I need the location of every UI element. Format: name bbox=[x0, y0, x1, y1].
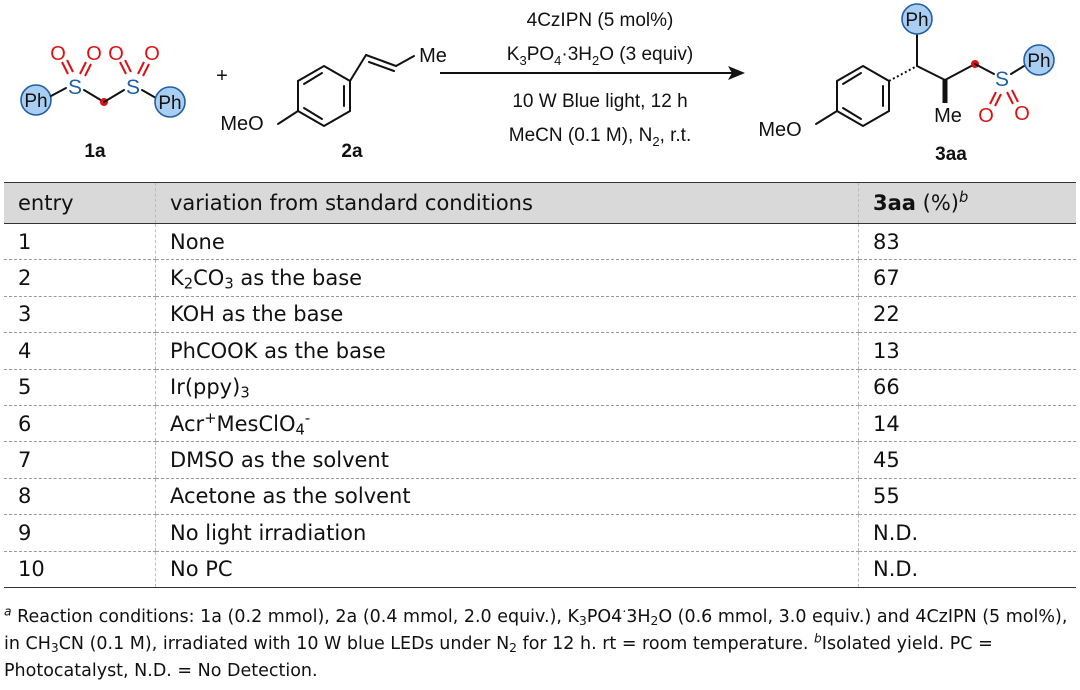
header-yield: 3aa (%)$^b$ bbox=[859, 183, 1077, 224]
reactant-1a-structure bbox=[21, 43, 185, 117]
cell-yield: 66 bbox=[859, 369, 1077, 405]
cell-entry: 5 bbox=[4, 369, 156, 405]
atom-o: O bbox=[144, 43, 160, 65]
atom-s: S bbox=[67, 76, 83, 99]
optimization-table bbox=[4, 182, 1076, 588]
cell-variation: PhCOOK as the base bbox=[156, 333, 859, 369]
cell-yield: 45 bbox=[859, 442, 1077, 478]
header-entry: entry bbox=[4, 183, 156, 224]
cell-entry: 6 bbox=[4, 405, 156, 441]
cell-yield: 55 bbox=[859, 478, 1077, 514]
table-row bbox=[4, 260, 1076, 296]
atom-o: O bbox=[50, 43, 66, 65]
cell-variation: No PC bbox=[156, 551, 859, 587]
table-row bbox=[4, 478, 1076, 514]
atom-s: S bbox=[125, 76, 141, 99]
atom-me: Me bbox=[934, 105, 962, 127]
atom-me: Me bbox=[419, 45, 447, 67]
table-row bbox=[4, 551, 1076, 587]
cell-variation: None bbox=[156, 224, 859, 260]
cell-variation: $K_2CO_3$ as the base bbox=[156, 260, 859, 296]
atom-meo: MeO bbox=[758, 119, 802, 141]
cell-entry: 9 bbox=[4, 515, 156, 551]
label-2a: 2a bbox=[341, 141, 363, 162]
cell-entry: 2 bbox=[4, 260, 156, 296]
cell-variation: $Ir(ppy)_3$ bbox=[156, 369, 859, 405]
cell-yield: 67 bbox=[859, 260, 1077, 296]
plus-sign: + bbox=[216, 65, 228, 87]
cell-variation: Acr+MesClO$_4$- bbox=[156, 405, 859, 441]
table-footnote: $^a$ Reaction conditions: 1a (0.2 mmol), 2a (0.4 mmol, 2.0 equiv.), $K_3PO4^\cdot 3H_2O$ (0.6 mmol, 3.0 equiv.) and 4CzIPN (5 mol%), in $CH_3CN$ (0.1 M), irradiated with 10 W blue LEDs under $N_2$ for 12 h. rt = room temperature. $^b$Isolated yield. PC = Photocatalyst, N.D. = No Detection. bbox=[4, 604, 1068, 681]
cell-variation: DMSO as the solvent bbox=[156, 442, 859, 478]
atom-o: O bbox=[1014, 103, 1030, 125]
reactant-2a-structure bbox=[220, 45, 447, 135]
atom-ph: Ph bbox=[24, 91, 48, 112]
cell-variation: No light irradiation bbox=[156, 515, 859, 551]
atom-ph: Ph bbox=[905, 10, 929, 31]
atom-ph: Ph bbox=[1027, 51, 1051, 72]
atom-ph: Ph bbox=[158, 93, 182, 114]
cell-entry: 10 bbox=[4, 551, 156, 587]
table-header-row bbox=[4, 183, 1076, 224]
label-1a: 1a bbox=[84, 141, 106, 162]
atom-o: O bbox=[108, 43, 124, 65]
cell-yield: 83 bbox=[859, 224, 1077, 260]
atom-o: O bbox=[86, 43, 102, 65]
atom-o: O bbox=[978, 105, 994, 127]
atom-meo: MeO bbox=[220, 113, 264, 135]
label-3aa: 3aa bbox=[935, 144, 967, 165]
cell-entry: 4 bbox=[4, 333, 156, 369]
cell-variation: KOH as the base bbox=[156, 296, 859, 332]
atom-s: S bbox=[994, 68, 1010, 91]
cell-yield: 22 bbox=[859, 296, 1077, 332]
cell-yield: N.D. bbox=[859, 551, 1077, 587]
condition-base: $K_3PO_4\cdot 3H_2O$ (3 equiv) bbox=[506, 44, 694, 68]
cell-yield: 14 bbox=[859, 405, 1077, 441]
condition-solvent: MeCN (0.1 M), $N_2$, r.t. bbox=[508, 125, 692, 149]
table-row bbox=[4, 405, 1076, 441]
table-row bbox=[4, 296, 1076, 332]
cell-yield: 13 bbox=[859, 333, 1077, 369]
cell-entry: 3 bbox=[4, 296, 156, 332]
header-variation: variation from standard conditions bbox=[156, 183, 859, 224]
table-row bbox=[4, 369, 1076, 405]
table-row bbox=[4, 224, 1076, 260]
condition-catalyst: 4CzIPN (5 mol%) bbox=[526, 10, 674, 31]
table-row bbox=[4, 515, 1076, 551]
table-row bbox=[4, 442, 1076, 478]
reaction-scheme bbox=[0, 0, 1080, 180]
product-3aa-structure bbox=[758, 4, 1054, 141]
cell-variation: Acetone as the solvent bbox=[156, 478, 859, 514]
cell-entry: 7 bbox=[4, 442, 156, 478]
cell-entry: 1 bbox=[4, 224, 156, 260]
cell-entry: 8 bbox=[4, 478, 156, 514]
condition-light: 10 W Blue light, 12 h bbox=[512, 91, 688, 112]
table-row bbox=[4, 333, 1076, 369]
cell-yield: N.D. bbox=[859, 515, 1077, 551]
